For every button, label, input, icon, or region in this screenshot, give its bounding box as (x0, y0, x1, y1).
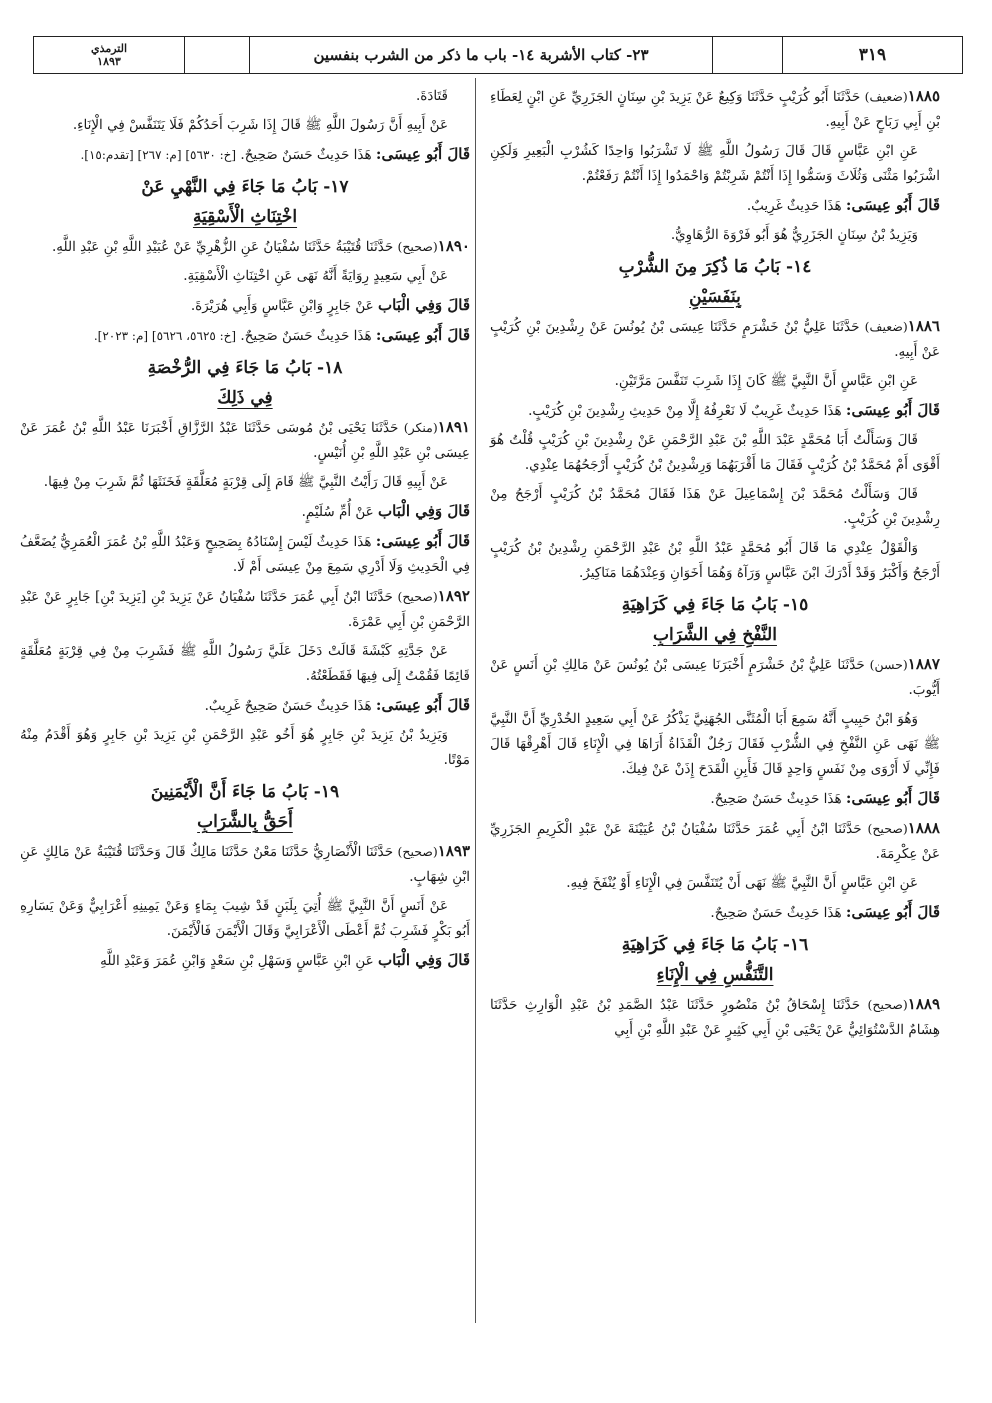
text-paragraph: وَيَزِيدُ بْنُ سِنَانٍ الجَزَرِيُّ هُوَ أَبُو فَرْوَةَ الرُّهَاوِيُّ. (670, 227, 918, 243)
hadith-text: حَدَّثَنَا عَلِيُّ بْنُ خَشْرَمٍ أَخْبَرَنَا عِيسَى بْنُ يُونُسَ عَنْ مَالِكِ بْنِ أَنَسٍ عَنْ أَيُّوبَ. (490, 657, 940, 698)
commentary-paragraph (490, 193, 940, 219)
header-blank-cell (184, 37, 249, 73)
commentary-text: هَذَا حَدِيثٌ حَسَنٌ صَحِيحٌ غَرِيبٌ. (204, 698, 372, 714)
header-ref-number: ١٨٩٣ (97, 55, 121, 68)
header-ref-book: الترمذي (90, 42, 128, 55)
commentary-paragraph (20, 323, 470, 349)
hadith-text: حَدَّثَنَا قُتَيْبَةُ حَدَّثَنَا سُفْيَانُ عَنِ الزُّهْرِيِّ عَنْ عُبَيْدِ اللَّهِ بْنِ عَبْدِ اللَّهِ. (51, 239, 394, 255)
left-column (20, 84, 470, 978)
commentary-paragraph (20, 948, 470, 974)
hadith-grade: (صحيح) (397, 589, 438, 604)
hadith-grade: (ضعيف) (864, 319, 908, 334)
text-paragraph: قَتَادَةَ. (415, 88, 448, 104)
hadith-paragraph (490, 84, 940, 135)
hadith-text: حَدَّثَنَا ابْنُ أَبِي عُمَرَ حَدَّثَنَا سُفْيَانُ بْنُ عُيَيْنَةَ عَنْ عَبْدِ الْكَرِيمِ الجَزَرِيِّ عَنْ عِكْرِمَةَ. (490, 821, 940, 862)
hadith-number: ١٨٨٧ (907, 655, 940, 673)
text-paragraph: وَيَزِيدُ بْنُ يَزِيدَ بْنِ جَابِرٍ هُوَ أَخُو عَبْدِ الرَّحْمَنِ بْنِ يَزِيدَ بْنِ جَابِرٍ وَهُوَ أَقْدَمُ مِنْهُ مَوْتًا. (20, 727, 470, 768)
commentary-text: هَذَا حَدِيثٌ حَسَنٌ صَحِيحٌ. (710, 791, 842, 807)
source-reference: [خ: ٥٦٢٥، ٥٦٢٦] [م: ٢٠٢٣]. (93, 329, 237, 343)
hadith-number: ١٨٩٠ (437, 237, 470, 255)
chapter-heading (20, 172, 470, 232)
chapter-title-line: ١٤- بَابُ مَا ذُكِرَ مِنَ الشُّرْبِ (618, 257, 812, 277)
header-running-title: ٢٣- كتاب الأشربة ١٤- باب ما ذكر من الشرب بنفسين (249, 37, 712, 73)
chapter-title-line: فِي ذَلِكَ (217, 388, 273, 408)
text-paragraph: وَالْقَوْلُ عِنْدِي مَا قَالَ أَبُو مُحَمَّدٍ عَبْدُ اللَّهِ بْنُ عَبْدِ الرَّحْمَنِ رِشْدِينُ بْنُ كُرَيْبٍ أَرْجَحُ وَأَكْبَرُ وَقَدْ أَدْرَكَ ابْنَ عَبَّاسٍ وَرَآهُ وَهُمَا أَخَوَانِ وَعِنْدَهُمَا مَنَاكِيرُ. (490, 540, 940, 581)
hadith-number: ١٨٨٩ (907, 995, 941, 1013)
chapter-title-line: ١٩- بَابُ مَا جَاءَ أَنَّ الْأَيْمَنِينَ (150, 782, 340, 802)
commentary-lead: قَالَ وَفِي الْبَاب (378, 296, 470, 314)
chapter-title-line: أَحَقُّ بِالشَّرَابِ (197, 812, 293, 832)
page-number: ٣١٩ (782, 37, 962, 73)
header-blank-cell (712, 37, 782, 73)
commentary-text: هَذَا حَدِيثٌ حَسَنٌ صَحِيحٌ. (240, 328, 372, 344)
commentary-text: هَذَا حَدِيثٌ لَيْسَ إِسْنَادُهُ بِصَحِيحٍ وَعَبْدُ اللَّهِ بْنُ عُمَرَ الْعُمَرِيُّ يُضَعَّفُ فِي الْحَدِيثِ وَلَا أَدْرِي سَمِعَ مِنْ عِيسَى أَمْ لَا. (20, 534, 470, 575)
text-paragraph: قَالَ وَسَأَلْتُ مُحَمَّدَ بْنَ إِسْمَاعِيلَ عَنْ هَذَا فَقَالَ مُحَمَّدُ بْنُ كُرَيْبٍ أَرْجَحُ مِنْ رِشْدِينَ بْنِ كُرَيْبٍ. (490, 486, 940, 527)
commentary-paragraph (20, 529, 470, 580)
chapter-title-line: ١٦- بَابُ مَا جَاءَ فِي كَرَاهِيَةِ (621, 935, 809, 955)
commentary-paragraph (490, 900, 940, 926)
hadith-paragraph (490, 652, 940, 703)
hadith-paragraph (20, 234, 470, 260)
hadith-grade: (صحيح) (397, 239, 438, 254)
text-paragraph: عَنْ أَنَسٍ أَنَّ النَّبِيَّ ﷺ أُتِيَ بِلَبَنٍ قَدْ شِيبَ بِمَاءٍ وَعَنْ يَمِينِهِ أَعْرَابِيٌّ وَعَنْ يَسَارِهِ أَبُو بَكْرٍ فَشَرِبَ ثُمَّ أَعْطَى الْأَعْرَابِيَّ وَقَالَ الْأَيْمَنَ فَالْأَيْمَنَ. (20, 898, 470, 939)
header-reference (34, 37, 184, 73)
chapter-heading (490, 590, 940, 650)
commentary-lead: قَالَ أَبُو عِيسَى: (375, 145, 470, 163)
commentary-lead: قَالَ أَبُو عِيسَى: (375, 326, 470, 344)
hadith-grade: (حسن) (869, 657, 908, 672)
hadith-paragraph (20, 584, 470, 635)
hadith-paragraph (490, 314, 940, 365)
hadith-grade: (صحيح) (867, 821, 908, 836)
commentary-text: هَذَا حَدِيثٌ غَرِيبٌ لَا نَعْرِفُهُ إِلَّا مِنْ حَدِيثِ رِشْدِينَ بْنِ كُرَيْبٍ. (528, 403, 842, 419)
commentary-lead: قَالَ وَفِي الْبَاب (378, 951, 470, 969)
text-paragraph: عَنْ أَبِيهِ قَالَ رَأَيْتُ النَّبِيَّ ﷺ قَامَ إِلَى قِرْبَةٍ مُعَلَّقَةٍ فَخَنَثَهَا ثُمَّ شَرِبَ مِنْ فِيهَا. (43, 474, 448, 490)
commentary-lead: قَالَ أَبُو عِيسَى: (845, 401, 940, 419)
commentary-paragraph (490, 786, 940, 812)
chapter-title-line: ١٧- بَابُ مَا جَاءَ فِي النَّهْيِ عَنْ (141, 177, 349, 197)
chapter-heading (490, 252, 940, 312)
hadith-grade: (ضعيف) (864, 89, 908, 104)
source-reference: [خ: ٥٦٣٠] [م: ٢٦٧] [تقدم:١٥]. (80, 148, 237, 162)
right-column (490, 84, 940, 1047)
chapter-title-line: بِنَفَسَيْنِ (689, 287, 741, 307)
hadith-number: ١٨٨٦ (907, 317, 940, 335)
commentary-text: عَنِ ابْنِ عَبَّاسٍ وَسَهْلِ بْنِ سَعْدٍ وَابْنِ عُمَرَ وَعَبْدِ اللَّهِ (100, 953, 374, 969)
hadith-paragraph (490, 992, 940, 1043)
hadith-text: حَدَّثَنَا إِسْحَاقُ بْنُ مَنْصُورٍ حَدَّثَنَا عَبْدُ الصَّمَدِ بْنُ عَبْدِ الْوَارِثِ حَدَّثَنَا هِشَامٌ الدَّسْتُوَائِيُّ عَنْ يَحْيَى بْنِ أَبِي كَثِيرٍ عَنْ عَبْدِ اللَّهِ بْنِ أَبِي (490, 997, 940, 1038)
commentary-paragraph (490, 398, 940, 424)
hadith-number: ١٨٩٢ (437, 587, 470, 605)
hadith-paragraph (490, 816, 940, 867)
hadith-number: ١٨٨٨ (907, 819, 940, 837)
commentary-text: هَذَا حَدِيثٌ حَسَنٌ صَحِيحٌ. (710, 905, 842, 921)
hadith-text: حَدَّثَنَا يَحْيَى بْنُ مُوسَى حَدَّثَنَا عَبْدُ الرَّزَّاقِ أَخْبَرَنَا عَبْدُ اللَّهِ بْنُ عُمَرَ عَنْ عِيسَى بْنِ عَبْدِ اللَّهِ بْنِ أُنَيْسٍ. (20, 420, 470, 461)
chapter-title-line: ١٥- بَابُ مَا جَاءَ فِي كَرَاهِيَةِ (621, 595, 809, 615)
text-paragraph: قَالَ وَسَأَلْتُ أَبَا مُحَمَّدٍ عَبْدَ اللَّهِ بْنَ عَبْدِ الرَّحْمَنِ عَنْ رِشْدِينَ بْنِ كُرَيْبٍ قُلْتُ هُوَ أَقْوَى أَمْ مُحَمَّدُ بْنُ كُرَيْبٍ فَقَالَ مَا أَقْرَبَهُمَا وَرِشْدِينُ بْنُ كُرَيْبٍ أَرْجَحُهُمَا عِنْدِي. (490, 432, 940, 473)
commentary-text: هَذَا حَدِيثٌ حَسَنٌ صَحِيحٌ. (240, 147, 372, 163)
commentary-text: عَنْ جَابِرٍ وَابْنِ عَبَّاسٍ وَأَبِي هُرَيْرَةَ. (190, 298, 374, 314)
hadith-grade: (منكر) (403, 420, 438, 435)
commentary-paragraph (20, 693, 470, 719)
hadith-text: حَدَّثَنَا ابْنُ أَبِي عُمَرَ حَدَّثَنَا سُفْيَانُ عَنْ يَزِيدَ بْنِ [يَزِيدَ بْنِ] جَابِرٍ عَنْ عَبْدِ الرَّحْمَنِ بْنِ أَبِي عَمْرَةَ. (20, 589, 470, 630)
hadith-number: ١٨٨٥ (907, 87, 941, 105)
hadith-grade: (صحيح) (867, 997, 908, 1012)
chapter-title-line: النَّفْخِ فِي الشَّرَابِ (653, 625, 777, 645)
hadith-paragraph (20, 415, 470, 466)
chapter-title-line: اخْتِنَاثِ الْأَسْقِيَةِ (192, 207, 298, 227)
commentary-lead: قَالَ أَبُو عِيسَى: (375, 532, 470, 550)
commentary-lead: قَالَ أَبُو عِيسَى: (845, 903, 940, 921)
hadith-text: حَدَّثَنَا عَلِيُّ بْنُ خَشْرَمٍ حَدَّثَنَا عِيسَى بْنُ يُونُسَ عَنْ رِشْدِينَ بْنِ كُرَيْبٍ عَنْ أَبِيهِ. (490, 319, 940, 360)
commentary-text: عَنْ أُمِّ سُلَيْمٍ. (301, 504, 374, 520)
commentary-lead: قَالَ أَبُو عِيسَى: (375, 696, 470, 714)
chapter-heading (20, 353, 470, 413)
hadith-text: حَدَّثَنَا الْأَنْصَارِيُّ حَدَّثَنَا مَعْنٌ حَدَّثَنَا مَالِكٌ قَالَ وَحَدَّثَنَا قُتَيْبَةُ عَنْ مَالِكٍ عَنِ ابْنِ شِهَابٍ. (20, 844, 470, 885)
text-paragraph: عَنْ أَبِي سَعِيدٍ رِوَايَةً أَنَّهُ نَهَى عَنِ اخْتِنَاثِ الْأَسْقِيَةِ. (183, 268, 448, 284)
commentary-lead: قَالَ أَبُو عِيسَى: (845, 789, 940, 807)
chapter-title-line: ١٨- بَابُ مَا جَاءَ فِي الرُّخْصَةِ (147, 358, 343, 378)
commentary-text: هَذَا حَدِيثٌ غَرِيبٌ. (746, 198, 842, 214)
text-paragraph: عَنِ ابْنِ عَبَّاسٍ أَنَّ النَّبِيَّ ﷺ كَانَ إِذَا شَرِبَ تَنَفَّسَ مَرَّتَيْنِ. (614, 373, 918, 389)
commentary-lead: قَالَ وَفِي الْبَاب (378, 502, 470, 520)
text-paragraph: عَنْ أَبِيهِ أَنَّ رَسُولَ اللَّهِ ﷺ قَالَ إِذَا شَرِبَ أَحَدُكُمْ فَلَا يَتَنَفَّسْ فِي الْإِنَاءِ. (72, 117, 448, 133)
commentary-paragraph (20, 499, 470, 525)
page-header (33, 36, 963, 74)
hadith-number: ١٨٩٣ (437, 842, 471, 860)
text-paragraph: عَنِ ابْنِ عَبَّاسٍ أَنَّ النَّبِيَّ ﷺ نَهَى أَنْ يُتَنَفَّسَ فِي الْإِنَاءِ أَوْ يُنْفَخَ فِيهِ. (566, 875, 918, 891)
hadith-number: ١٨٩١ (437, 418, 470, 436)
text-paragraph: عَنِ ابْنِ عَبَّاسٍ قَالَ قَالَ رَسُولُ اللَّهِ ﷺ لَا تَشْرَبُوا وَاحِدًا كَشُرْبِ الْبَعِيرِ وَلَكِنِ اشْرَبُوا مَثْنَى وَثُلَاثَ وَسَمُّوا إِذَا أَنْتُمْ شَرِبْتُمْ وَاحْمَدُوا إِذَا أَنْتُمْ رَفَعْتُمْ. (490, 143, 940, 184)
commentary-lead: قَالَ أَبُو عِيسَى: (845, 196, 940, 214)
chapter-title-line: التَّنَفُّسِ فِي الْإِنَاءِ (656, 965, 774, 985)
hadith-text: حَدَّثَنَا أَبُو كُرَيْبٍ حَدَّثَنَا وَكِيعٌ عَنْ يَزِيدَ بْنِ سِنَانٍ الجَزَرِيِّ عَنِ ابْنٍ لِعَطَاءِ بْنِ أَبِي رَبَاحٍ عَنْ أَبِيهِ. (490, 89, 940, 130)
chapter-heading (20, 777, 470, 837)
column-divider (475, 78, 476, 1323)
hadith-paragraph (20, 839, 470, 890)
text-paragraph: وَهُوَ ابْنُ حَبِيبٍ أَنَّهُ سَمِعَ أَبَا الْمُثَنَّى الجُهَنِيَّ يَذْكُرُ عَنْ أَبِي سَعِيدٍ الخُدْرِيِّ أَنَّ النَّبِيَّ ﷺ نَهَى عَنِ النَّفْخِ فِي الشُّرْبِ فَقَالَ رَجُلٌ الْقَذَاةُ أَرَاهَا فِي الْإِنَاءِ قَالَ أَهْرِقْهَا قَالَ فَإِنِّي لَا أَرْوَى مِنْ نَفَسٍ وَاحِدٍ قَالَ فَأَبِنِ الْقَدَحَ إِذَنْ عَنْ فِيكَ. (490, 711, 940, 777)
text-paragraph: عَنْ جَدَّتِهِ كَبْشَةَ قَالَتْ دَخَلَ عَلَيَّ رَسُولُ اللَّهِ ﷺ فَشَرِبَ مِنْ فِي قِرْبَةٍ مُعَلَّقَةٍ قَائِمًا فَقُمْتُ إِلَى فِيهَا فَقَطَعْتُهُ. (20, 643, 470, 684)
commentary-paragraph (20, 293, 470, 319)
commentary-paragraph (20, 142, 470, 168)
chapter-heading (490, 930, 940, 990)
hadith-grade: (صحيح) (397, 844, 438, 859)
